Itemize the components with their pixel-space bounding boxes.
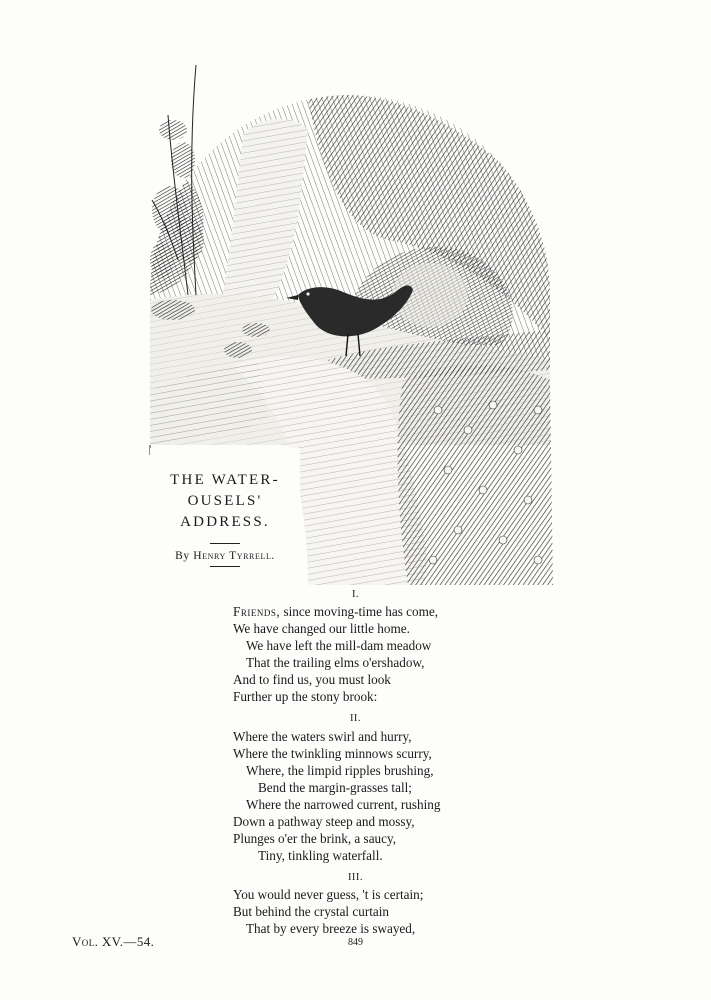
stanza-number: I. [351, 589, 360, 600]
stanza-number: III. [347, 872, 364, 883]
poem-line: Down a pathway steep and mossy, [233, 814, 415, 829]
poem-line: That the trailing elms o'ershadow, [246, 655, 425, 670]
byline-rule [210, 566, 240, 567]
title-line-2: OUSELS' [187, 493, 263, 509]
flowering-bush [398, 365, 553, 585]
poem-line: Plunges o'er the brink, a saucy, [233, 831, 397, 846]
title-rule [210, 543, 240, 544]
poem-line: Where, the limpid ripples brushing, [246, 763, 434, 778]
stanza-number: II. [349, 713, 362, 724]
byline-prefix: By [175, 550, 190, 562]
poem-line: But behind the crystal curtain [233, 904, 390, 919]
poem-line: That by every breeze is swayed, [246, 921, 416, 936]
poem-line: We have left the mill-dam meadow [246, 638, 432, 653]
byline-author: Henry Tyrrell. [193, 550, 275, 562]
title-line-3: ADDRESS. [180, 514, 270, 530]
page-number: 849 [348, 937, 363, 948]
poem-line: Tiny, tinkling waterfall. [258, 848, 383, 863]
poem-line: Where the narrowed current, rushing [246, 797, 441, 812]
title-block [150, 448, 300, 580]
poem-line: Where the twinkling minnows scurry, [233, 746, 432, 761]
poem-line: Friends, since moving-time has come, [233, 604, 438, 619]
poem-line: Further up the stony brook: [233, 689, 378, 704]
poem-line: Where the waters swirl and hurry, [233, 729, 412, 744]
poem-line: You would never guess, 't is certain; [233, 887, 424, 902]
poem-line: We have changed our little home. [233, 621, 410, 636]
title-line-1: THE WATER- [170, 472, 280, 488]
volume-label: Vol. XV.—54. [72, 934, 155, 949]
byline [150, 550, 300, 562]
poem-line: Bend the margin-grasses tall; [258, 780, 412, 795]
poem-line: And to find us, you must look [233, 672, 391, 687]
